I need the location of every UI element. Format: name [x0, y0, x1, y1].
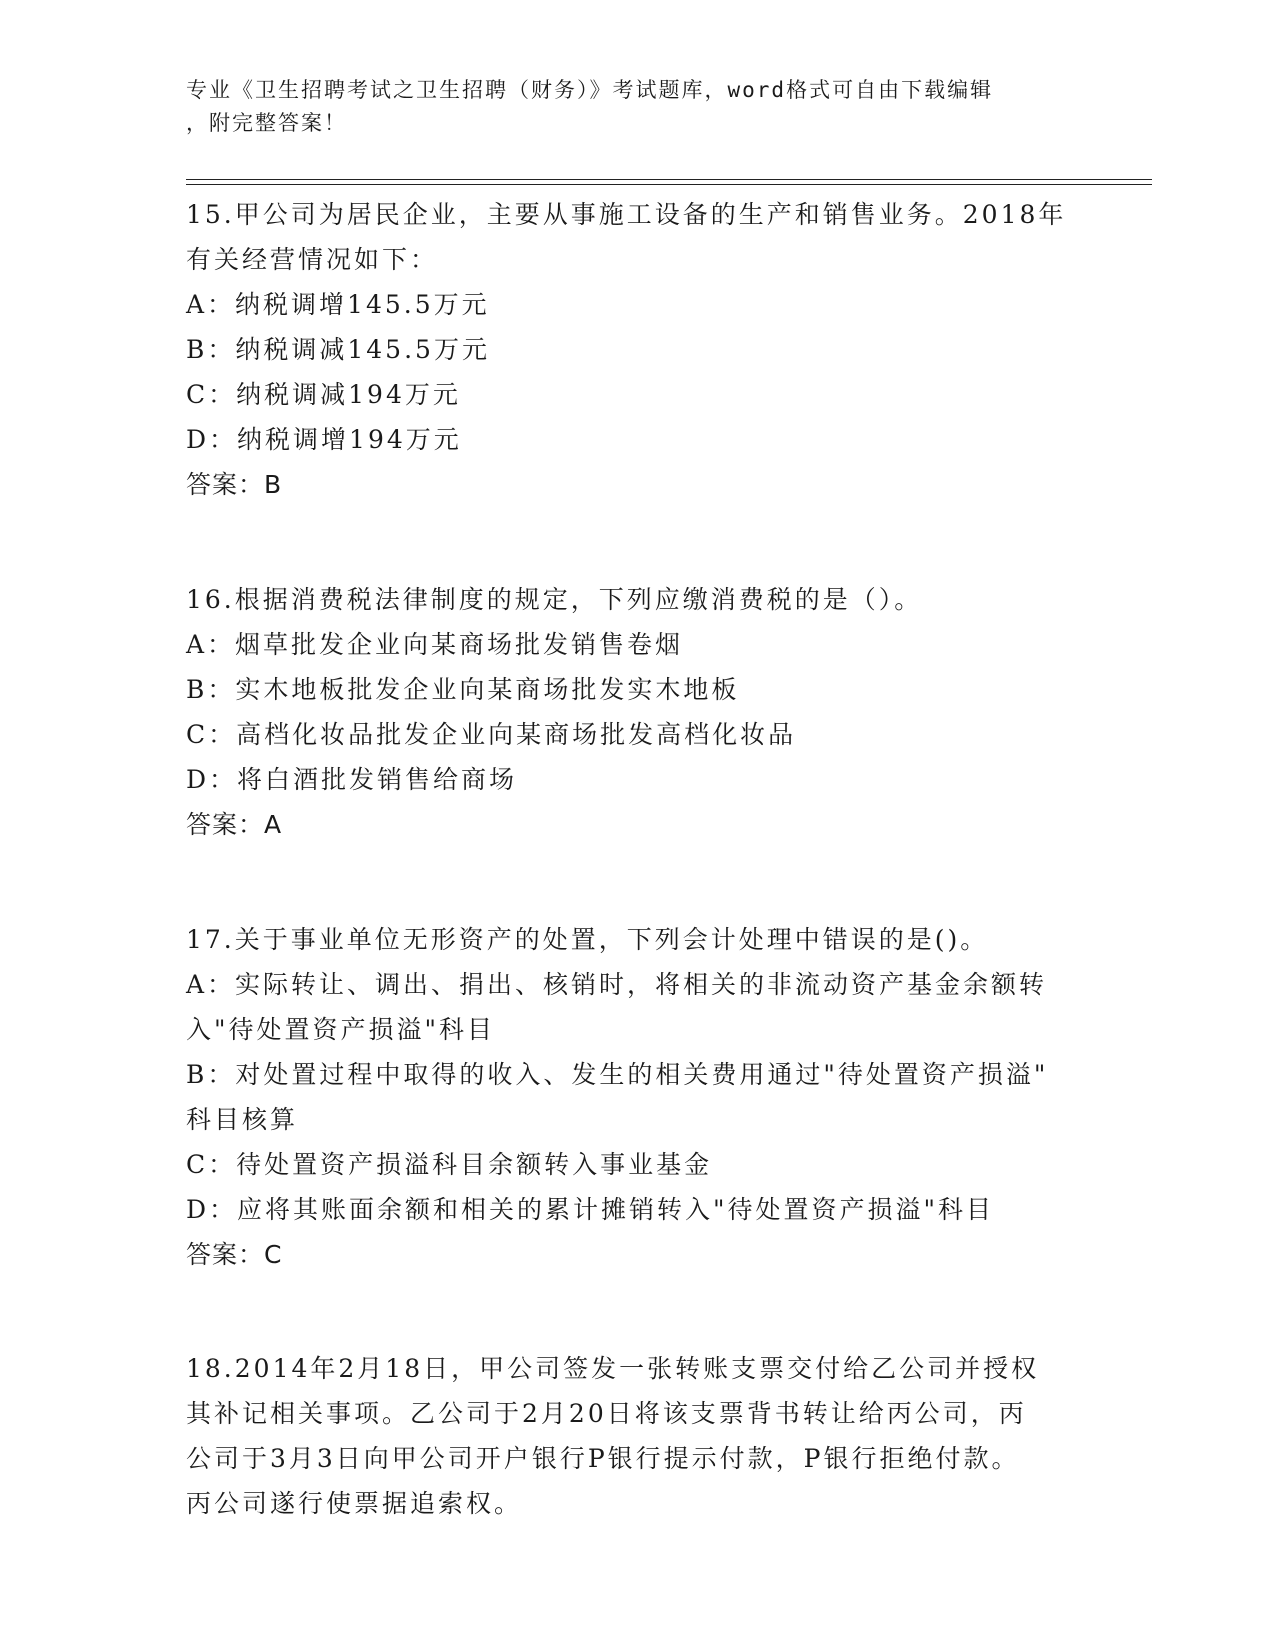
question-stem: 有关经营情况如下：: [186, 245, 439, 274]
question-spacer: [186, 847, 1086, 917]
question-stem: 其补记相关事项。乙公司于2月20日将该支票背书转让给丙公司，丙: [186, 1399, 1027, 1428]
header-divider: [186, 184, 1152, 185]
question-stem: 17.关于事业单位无形资产的处置，下列会计处理中错误的是()。: [186, 925, 989, 954]
option-b: B：对处置过程中取得的收入、发生的相关费用通过"待处置资产损溢": [186, 1060, 1049, 1089]
option-d: D：纳税调增194万元: [186, 425, 462, 454]
option-d: D：应将其账面余额和相关的累计摊销转入"待处置资产损溢"科目: [186, 1195, 995, 1224]
question-item: [186, 577, 1086, 847]
option-d: D：将白酒批发销售给商场: [186, 765, 518, 794]
question-item: [186, 192, 1086, 507]
option-c: C：高档化妆品批发企业向某商场批发高档化妆品: [186, 720, 797, 749]
option-a: A：烟草批发企业向某商场批发销售卷烟: [186, 630, 684, 659]
question-stem: 18.2014年2月18日，甲公司签发一张转账支票交付给乙公司并授权: [186, 1354, 1040, 1383]
document-header: [186, 74, 1066, 140]
option-c: C：待处置资产损溢科目余额转入事业基金: [186, 1150, 713, 1179]
option-c: C：纳税调减194万元: [186, 380, 461, 409]
question-item: [186, 1346, 1086, 1526]
question-stem: 公司于3月3日向甲公司开户银行P银行提示付款，P银行拒绝付款。: [186, 1444, 1020, 1473]
question-stem: 15.甲公司为居民企业，主要从事施工设备的生产和销售业务。2018年: [186, 200, 1067, 229]
question-spacer: [186, 507, 1086, 577]
answer-line: 答案：C: [186, 1240, 283, 1269]
question-item: [186, 917, 1086, 1277]
option-a-continued: 入"待处置资产损溢"科目: [186, 1015, 495, 1044]
option-a: A：纳税调增145.5万元: [186, 290, 490, 319]
option-b: B：实木地板批发企业向某商场批发实木地板: [186, 675, 740, 704]
question-list: [186, 192, 1086, 1526]
option-a: A：实际转让、调出、捐出、核销时，将相关的非流动资产基金余额转: [186, 970, 1048, 999]
header-line: ，附完整答案！: [186, 111, 347, 135]
header-line: 专业《卫生招聘考试之卫生招聘（财务）》考试题库，word格式可自由下载编辑: [186, 78, 994, 102]
answer-line: 答案：A: [186, 810, 283, 839]
option-b-continued: 科目核算: [186, 1105, 299, 1134]
header-divider: [186, 179, 1152, 180]
option-b: B：纳税调减145.5万元: [186, 335, 490, 364]
answer-line: 答案：B: [186, 470, 283, 499]
question-stem: 16.根据消费税法律制度的规定，下列应缴消费税的是（）。: [186, 585, 923, 614]
question-stem: 丙公司遂行使票据追索权。: [186, 1489, 523, 1518]
question-spacer: [186, 1277, 1086, 1346]
